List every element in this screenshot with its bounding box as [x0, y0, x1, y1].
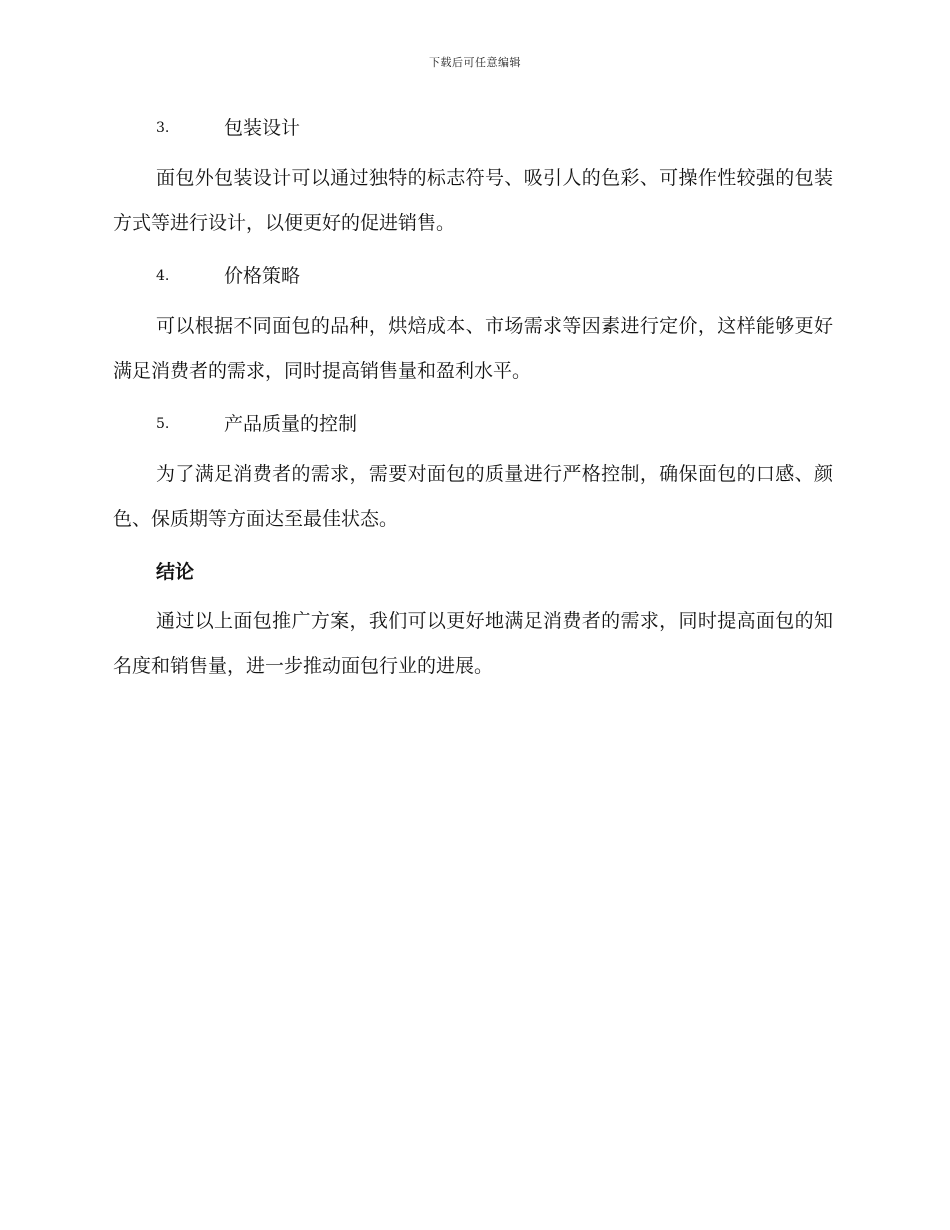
item-title: 产品质量的控制	[224, 413, 358, 435]
conclusion-heading: 结论	[156, 561, 195, 583]
item-title: 价格策略	[224, 265, 301, 287]
item-title: 包装设计	[224, 117, 301, 139]
item-heading-3	[156, 110, 833, 146]
item-number: 4.	[156, 268, 170, 284]
item-paragraph: 可以根据不同面包的品种，烘焙成本、市场需求等因素进行定价，这样能够更好满足消费者的需求，同时提高销售量和盈利水平。	[113, 315, 833, 382]
header-note: 下载后可任意编辑	[429, 56, 521, 69]
document-body	[113, 110, 833, 701]
item-number: 3.	[156, 120, 170, 136]
item-paragraph: 面包外包装设计可以通过独特的标志符号、吸引人的色彩、可操作性较强的包装方式等进行设计，以便更好的促进销售。	[113, 167, 833, 234]
item-heading-4	[156, 258, 833, 294]
item-heading-5	[156, 406, 833, 442]
item-number: 5.	[156, 416, 170, 432]
conclusion-paragraph: 通过以上面包推广方案，我们可以更好地满足消费者的需求，同时提高面包的知名度和销售量，进一步推动面包行业的进展。	[113, 610, 833, 677]
item-paragraph: 为了满足消费者的需求，需要对面包的质量进行严格控制，确保面包的口感、颜色、保质期等方面达至最佳状态。	[113, 463, 833, 530]
